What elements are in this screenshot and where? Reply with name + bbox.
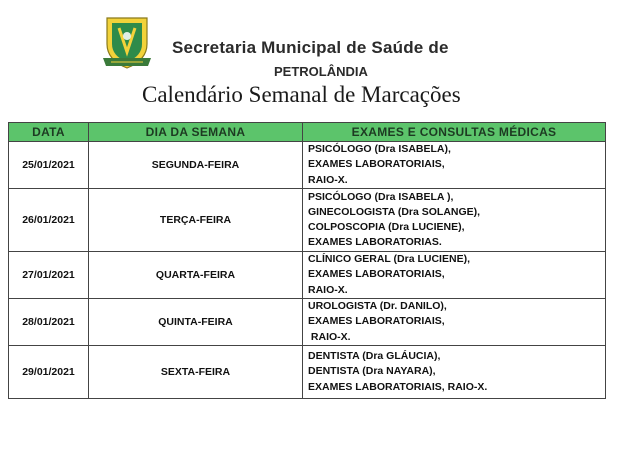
page-title: Calendário Semanal de Marcações xyxy=(142,82,461,107)
exam-line: GINECOLOGISTA (Dra SOLANGE), xyxy=(308,205,481,218)
exam-line: EXAMES LABORATORIAS. xyxy=(308,236,442,249)
exams-cell xyxy=(303,346,606,399)
table-row xyxy=(9,299,606,346)
table-row xyxy=(9,346,606,399)
exams-cell xyxy=(303,252,606,299)
exams-cell xyxy=(303,189,606,252)
table-header-row xyxy=(9,123,606,142)
exam-line: RAIO-X. xyxy=(308,283,348,296)
exam-line: COLPOSCOPIA (Dra LUCIENE), xyxy=(308,221,465,233)
exam-line: PSICÓLOGO (Dra ISABELA), xyxy=(308,143,451,156)
exam-line: PSICÓLOGO (Dra ISABELA ), xyxy=(308,190,454,203)
column-header-exams: EXAMES E CONSULTAS MÉDICAS xyxy=(303,123,606,142)
date-cell: 25/01/2021 xyxy=(9,142,89,189)
exam-line: EXAMES LABORATORIAIS, xyxy=(308,315,445,328)
exam-line: EXAMES LABORATORIAIS, xyxy=(308,158,445,171)
date-cell: 27/01/2021 xyxy=(9,252,89,299)
city-name: PETROLÂNDIA xyxy=(274,64,368,79)
municipal-coat-of-arms-icon xyxy=(101,14,153,72)
table-row xyxy=(9,189,606,252)
exam-line: UROLOGISTA (Dr. DANILO), xyxy=(308,300,447,313)
weekday-cell: TERÇA-FEIRA xyxy=(89,189,303,252)
table-row xyxy=(9,252,606,299)
org-name: Secretaria Municipal de Saúde de xyxy=(172,38,449,57)
weekday-cell: SEXTA-FEIRA xyxy=(89,346,303,399)
exam-line: RAIO-X. xyxy=(308,330,351,343)
exams-cell xyxy=(303,299,606,346)
date-cell: 26/01/2021 xyxy=(9,189,89,252)
column-header-day: DIA DA SEMANA xyxy=(89,123,303,142)
exam-line: EXAMES LABORATORIAIS, RAIO-X. xyxy=(308,380,488,393)
exam-line: RAIO-X. xyxy=(308,173,348,186)
weekday-cell: QUINTA-FEIRA xyxy=(89,299,303,346)
exam-line: EXAMES LABORATORIAIS, xyxy=(308,268,445,281)
exam-line: DENTISTA (Dra NAYARA), xyxy=(308,365,436,378)
date-cell: 28/01/2021 xyxy=(9,299,89,346)
column-header-date: DATA xyxy=(9,123,89,142)
date-cell: 29/01/2021 xyxy=(9,346,89,399)
table-row xyxy=(9,142,606,189)
exam-line: DENTISTA (Dra GLÁUCIA), xyxy=(308,350,441,363)
weekday-cell: SEGUNDA-FEIRA xyxy=(89,142,303,189)
exams-cell xyxy=(303,142,606,189)
exam-line: CLÍNICO GERAL (Dra LUCIENE), xyxy=(308,253,470,266)
weekday-cell: QUARTA-FEIRA xyxy=(89,252,303,299)
schedule-table xyxy=(8,122,606,399)
